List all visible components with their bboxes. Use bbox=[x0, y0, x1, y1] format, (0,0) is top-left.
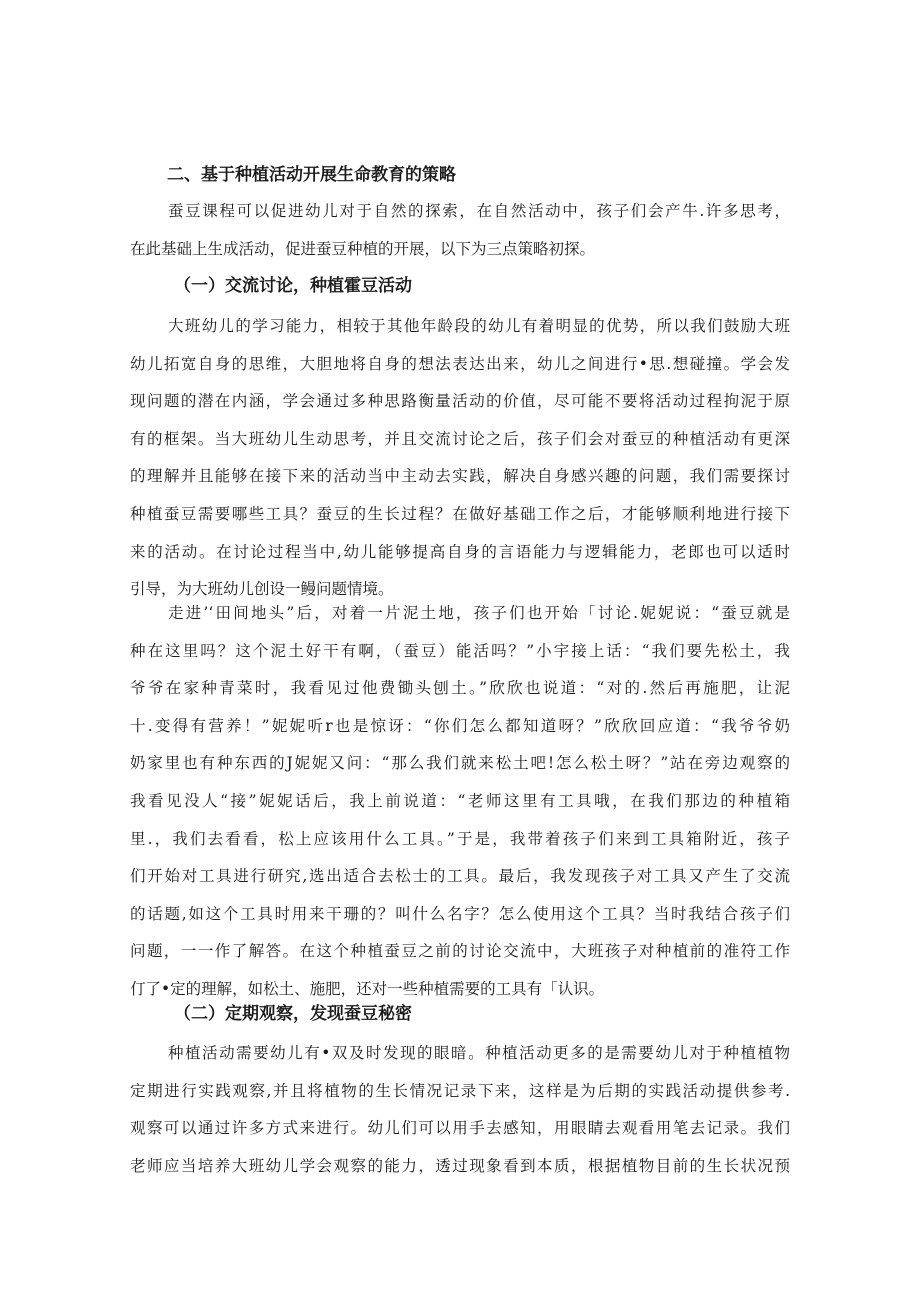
text-line: 老师应当培养大班幼儿学会观察的能力，透过现象看到本质，根据植物目前的生长状况预 bbox=[130, 1156, 790, 1175]
text-line: 来的活动。在讨论过程当中,幼儿能够提高自身的言语能力与逻辑能力，老郎也可以适时 bbox=[130, 542, 790, 561]
section-title: 二、基于种植活动开展生命教育的策略 bbox=[167, 165, 456, 185]
text-line: 有的框架。当大班幼儿生动思考，并且交流讨论之后，孩子们会对蚕豆的种植活动有更深 bbox=[130, 429, 790, 448]
subsection-title-2: （二）定期观察，发现蚕豆秘密 bbox=[174, 1004, 412, 1024]
text-line: 爷爷在家种青菜时，我看见过他费锄头刨土。”欣欣也说道：“对的.然后再施肥，让泥 bbox=[130, 679, 790, 698]
text-line: 在此基础上生成活动，促进蚕豆种植的开展，以下为三点策略初探。 bbox=[130, 239, 596, 258]
text-line: 现问题的潜在内涵，学会通过多种思路衡量活动的价值，尽可能不要将活动过程拘泥于原 bbox=[130, 392, 790, 411]
text-line: 走进’‘田间地头”后，对着一片泥土地，孩子们也开始「讨论.妮妮说：“蚕豆就是 bbox=[168, 604, 790, 622]
text-line: 们开始对工具进行研究,选出适合去松士的工具。最后，我发现孩子对工具又产生了交流 bbox=[130, 867, 790, 886]
text-line: 引导，为大班幼儿创设一鳗问题情境。 bbox=[130, 580, 394, 599]
text-line: 观察可以通过许多方式来进行。幼儿们可以用手去感知，用眼睛去观看用笔去记录。我们 bbox=[130, 1119, 790, 1138]
text-line: 奶家里也有种东西的J妮妮又问：“那么我们就来松土吧!怎么松土呀？”站在旁边观察的 bbox=[130, 754, 790, 773]
text-line: 十.变得有营养！”妮妮听r也是惊讶：“你们怎么都知道呀？”欣欣回应道：“我爷爷奶 bbox=[130, 716, 790, 735]
paragraph-3 bbox=[130, 1035, 790, 1185]
text-line: 定期进行实践观察,并且将植物的生长情况记录下来，这样是为后期的实践活动提供参考. bbox=[130, 1081, 790, 1100]
text-line: 种植活动需要幼儿有•双及时发现的眼暗。种植活动更多的是需要幼儿对于种植植物 bbox=[168, 1044, 790, 1062]
text-line: 我看见没人“接”妮妮话后，我上前说道：“老师这里有工具哦，在我们那边的种植箱 bbox=[130, 791, 790, 810]
text-line: 问题，一一作了解答。在这个种植蚕豆之前的讨论交流中，大班孩子对种植前的准符工作 bbox=[130, 942, 790, 961]
text-line: 种植蚕豆需要哪些工具？蚕豆的生长过程？在做好基础工作之后，才能够顺利地进行接下 bbox=[130, 504, 790, 523]
text-line: 大班幼儿的学习能力，相较于其他年龄段的幼儿有着明显的优势，所以我们鼓励大班 bbox=[168, 317, 790, 335]
text-line: 蚕豆课程可以促进幼儿对于自然的探索，在自然活动中，孩子们会产牛.许多思考， bbox=[168, 202, 790, 220]
paragraph-1 bbox=[130, 308, 790, 609]
text-line: 仃了•定的理解，如松土、施肥，还对一些种植需要的工具有「认识。 bbox=[130, 979, 605, 998]
text-line: 种在这里吗？这个泥土好干有啊，（蚕豆）能活吗？”小宇接上话：“我们要先松土，我 bbox=[130, 641, 790, 660]
text-line: 的理解并且能够在接下来的活动当中主动去实践，解决自身感兴趣的问题，我们需要探讨 bbox=[130, 467, 790, 486]
subsection-title-1: （一）交流讨论，种植霍豆活动 bbox=[174, 276, 412, 296]
text-line: 里.，我们去看看，松上应该用什么工具。”于是，我带着孩子们来到工具箱附近，孩子 bbox=[130, 829, 790, 848]
intro-paragraph bbox=[130, 193, 790, 268]
paragraph-2 bbox=[130, 595, 790, 1009]
text-line: 的话题,如这个工具时用来干珊的？叫什么名字？怎么使用这个工具？当时我结合孩子们 bbox=[130, 904, 790, 923]
text-line: 幼儿拓宽自身的思维，大胆地将自身的想法表达出来，幼儿之间进行•思.想碰撞。学会发 bbox=[130, 354, 790, 373]
